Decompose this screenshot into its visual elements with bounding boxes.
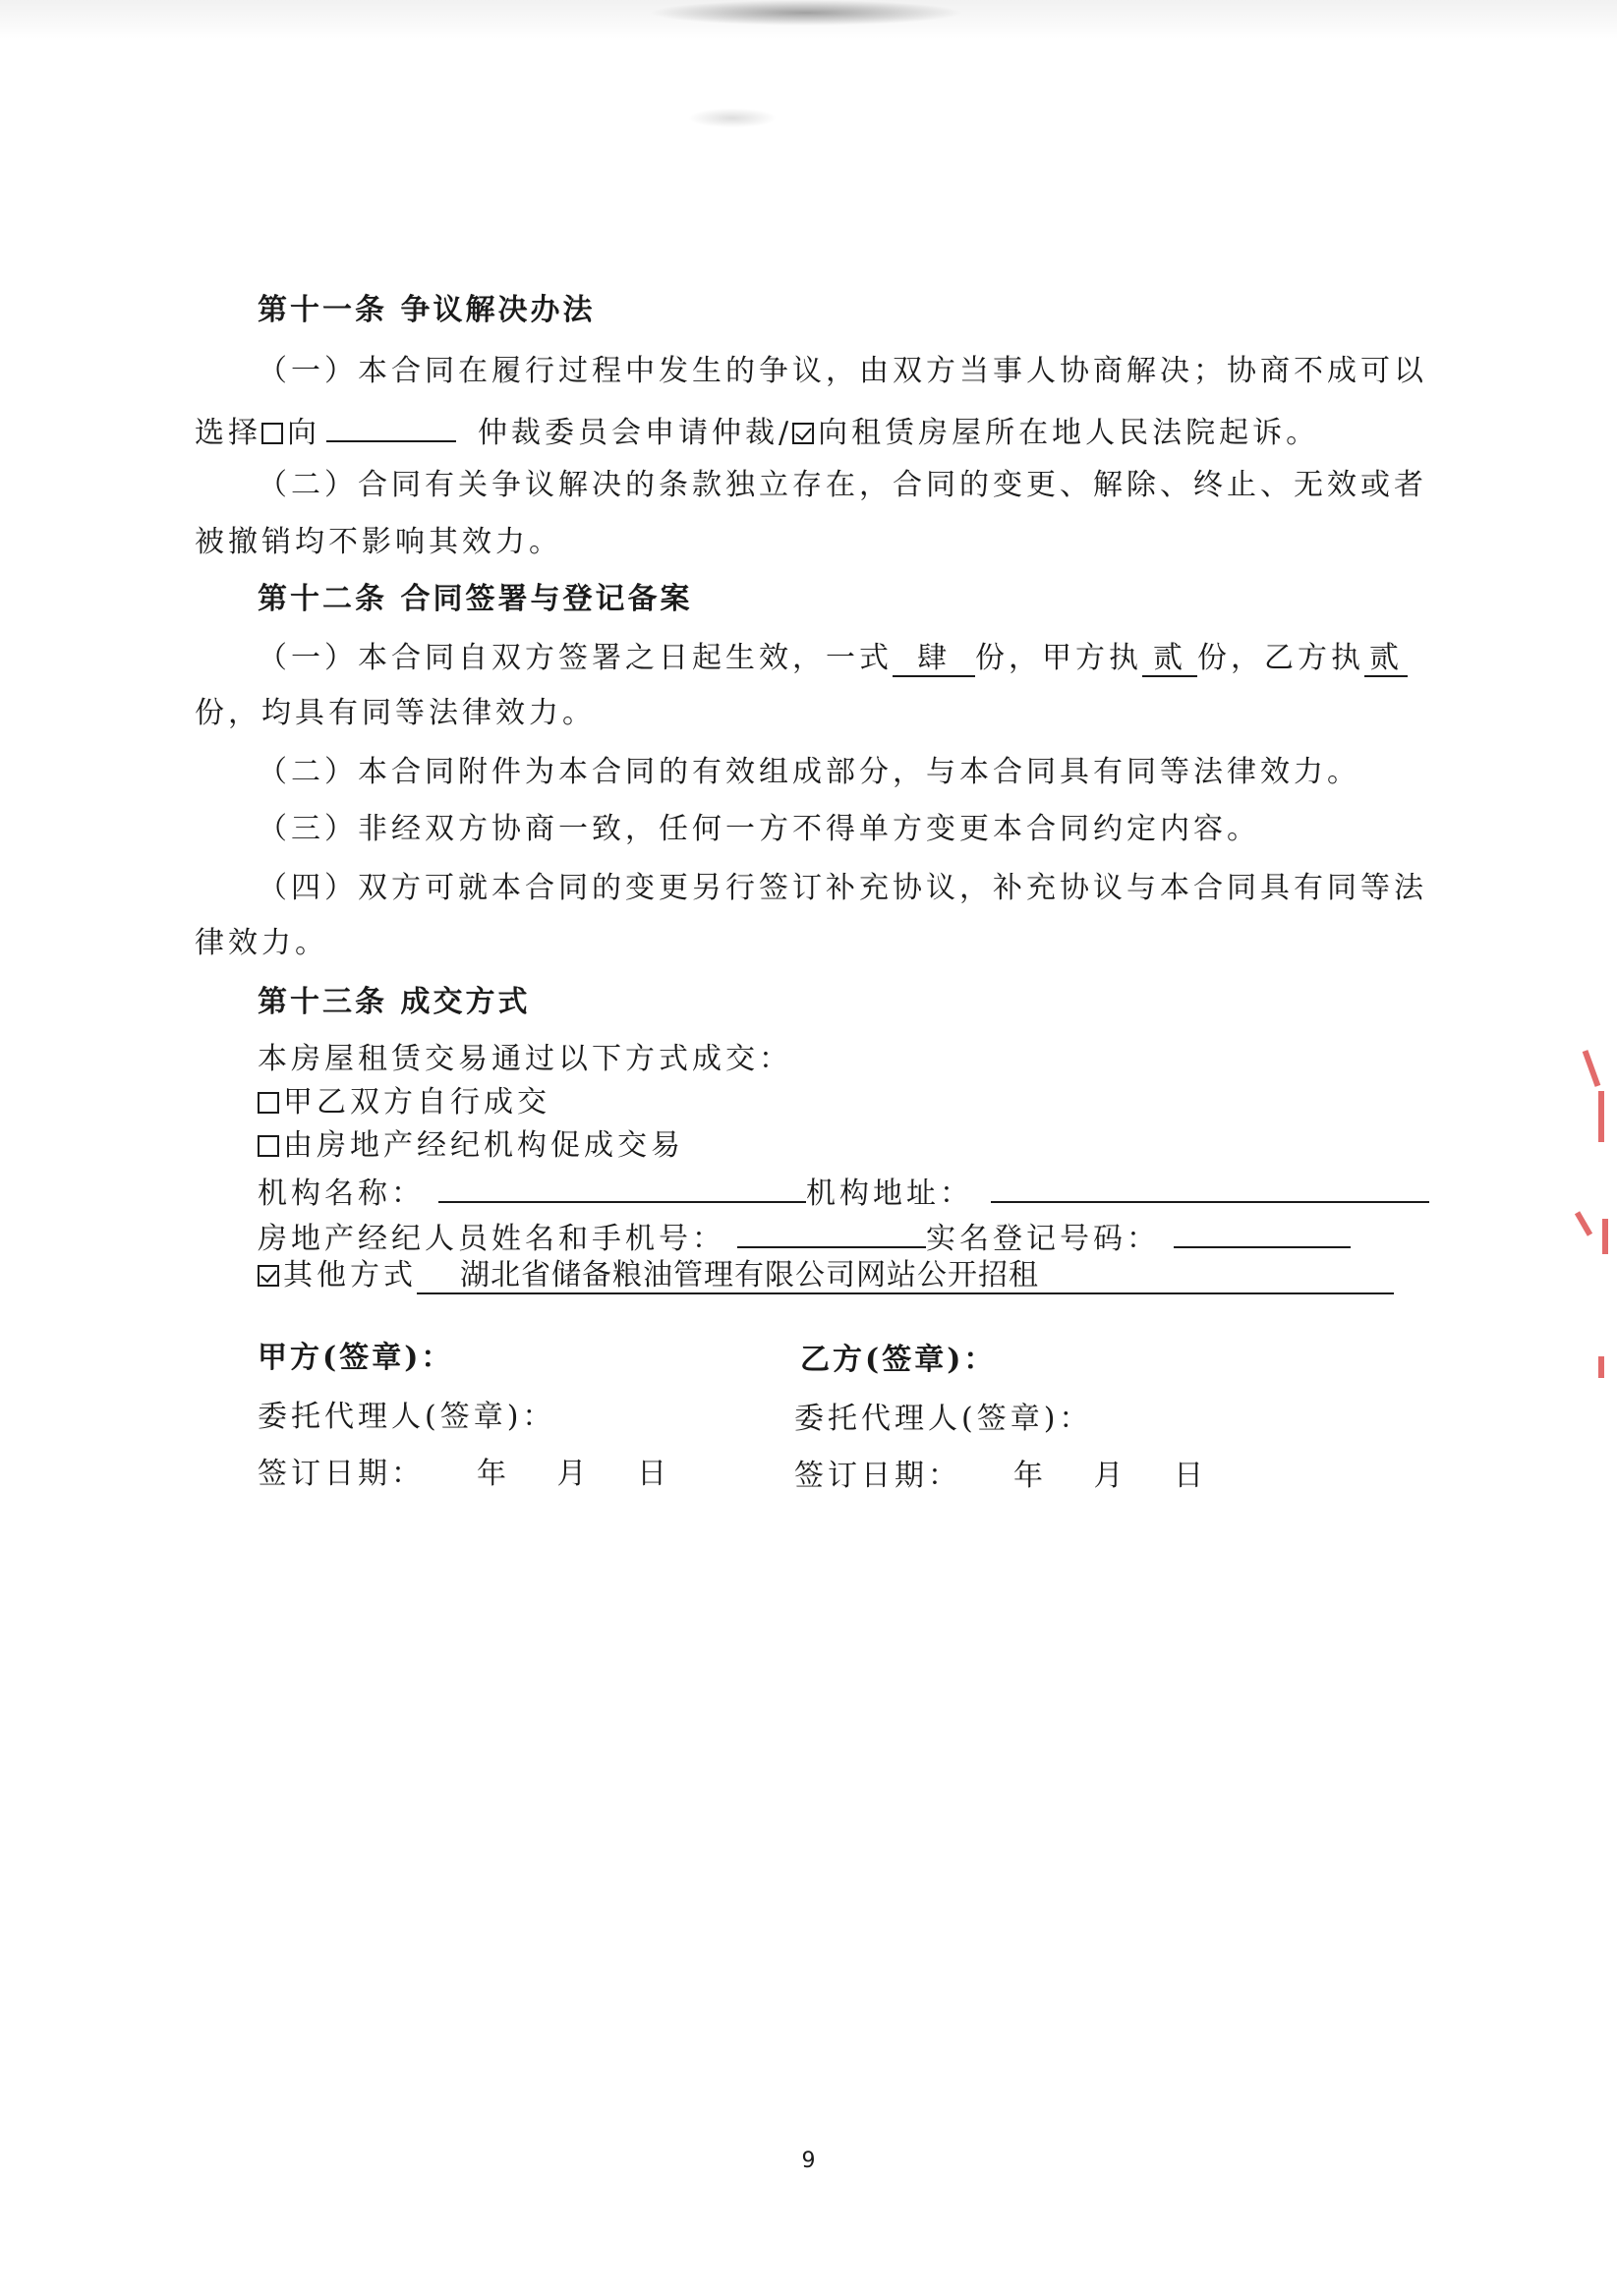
court-checkbox-checked[interactable] <box>792 423 814 444</box>
seal-edge-mark <box>1598 1356 1604 1378</box>
option-label: 甲乙双方自行成交 <box>283 1085 550 1119</box>
party-b-signature-label: 乙方(签章)： <box>800 1343 997 1377</box>
article-12-p2: （二）本合同附件为本合同的有效组成部分，与本合同具有同等法律效力。 <box>258 755 1360 789</box>
other-method-value: 湖北省储备粮油管理有限公司网站公开招租 <box>417 1259 1394 1294</box>
arbitration-checkbox[interactable] <box>261 423 283 444</box>
copies-party-b: 贰 <box>1364 642 1408 677</box>
agency-row <box>258 1170 1429 1214</box>
agent-b-signature-label: 委托代理人(签章)： <box>794 1402 1093 1436</box>
date-b-label: 签订日期： 年 月 日 <box>794 1459 1208 1493</box>
option-self-deal <box>258 1083 550 1122</box>
agency-address-label: 机构地址： <box>806 1177 973 1211</box>
other-method-checkbox-checked[interactable] <box>258 1265 279 1287</box>
text-segment: 向租赁房屋所在地人民法院起诉。 <box>818 416 1320 450</box>
article-12-p1-line1 <box>258 639 1408 678</box>
article-12-p3: （三）非经双方协商一致，任何一方不得单方变更本合同约定内容。 <box>258 812 1260 846</box>
agent-a-signature-label: 委托代理人(签章)： <box>258 1400 556 1434</box>
option-label: 由房地产经纪机构促成交易 <box>283 1128 684 1163</box>
copies-total: 肆 <box>893 642 975 677</box>
page-number: 9 <box>801 2149 816 2173</box>
article-12-p4-line1: （四）双方可就本合同的变更另行签订补充协议，补充协议与本合同具有同等法 <box>258 871 1427 905</box>
broker-label: 房地产经纪人员姓名和手机号： <box>258 1222 725 1256</box>
article-12-p4-line2: 律效力。 <box>195 926 328 960</box>
article-11-title: 第十一条 争议解决办法 <box>258 293 596 327</box>
seal-edge-mark <box>1602 1219 1608 1254</box>
registration-label: 实名登记号码： <box>926 1222 1160 1256</box>
text-segment: 向 <box>287 416 320 450</box>
agency-name-blank[interactable] <box>438 1170 806 1203</box>
broker-row <box>258 1215 1351 1259</box>
option-agency <box>258 1126 684 1166</box>
article-11-p1-line2 <box>195 409 1319 453</box>
article-12-title: 第十二条 合同签署与登记备案 <box>258 582 693 616</box>
other-method-label: 其他方式 <box>283 1258 417 1292</box>
agency-address-blank[interactable] <box>991 1170 1429 1203</box>
seal-edge-mark <box>1598 1091 1604 1142</box>
date-a-label: 签订日期： 年 月 日 <box>258 1457 671 1491</box>
text-segment: 仲裁委员会申请仲裁/ <box>478 416 793 450</box>
text-segment: 选择 <box>195 416 261 450</box>
agency-name-label: 机构名称： <box>258 1177 425 1211</box>
self-deal-checkbox[interactable] <box>258 1092 279 1114</box>
text-segment: 份，甲方执 <box>975 641 1142 675</box>
scan-smudge <box>649 0 963 26</box>
seal-edge-mark <box>1575 1211 1592 1236</box>
article-13-intro: 本房屋租赁交易通过以下方式成交： <box>258 1042 792 1076</box>
registration-blank[interactable] <box>1174 1215 1351 1248</box>
article-11-p1-line1: （一）本合同在履行过程中发生的争议，由双方当事人协商解决；协商不成可以 <box>258 354 1427 388</box>
text-segment: 份，乙方执 <box>1197 641 1364 675</box>
article-13-title: 第十三条 成交方式 <box>258 985 531 1019</box>
other-method-row <box>258 1256 1394 1295</box>
article-12-p1-line2: 份，均具有同等法律效力。 <box>195 696 596 730</box>
broker-blank[interactable] <box>737 1215 926 1248</box>
seal-edge-mark <box>1583 1050 1601 1087</box>
party-a-signature-label: 甲方(签章)： <box>258 1341 454 1375</box>
agency-checkbox[interactable] <box>258 1135 279 1157</box>
scan-dust <box>688 108 777 128</box>
text-segment: （一）本合同自双方签署之日起生效，一式 <box>258 641 893 675</box>
arbitration-committee-blank[interactable] <box>326 409 456 442</box>
article-11-p2-line1: （二）合同有关争议解决的条款独立存在，合同的变更、解除、终止、无效或者 <box>258 468 1427 502</box>
copies-party-a: 贰 <box>1142 642 1197 677</box>
article-11-p2-line2: 被撤销均不影响其效力。 <box>195 525 562 559</box>
